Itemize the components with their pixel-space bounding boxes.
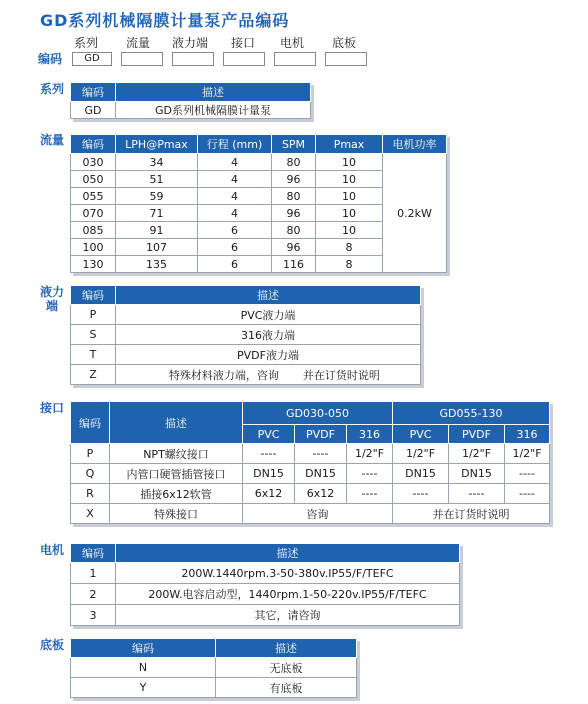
table-row xyxy=(71,678,357,698)
interface-code-cell: P xyxy=(71,444,110,464)
table-row xyxy=(71,444,550,464)
interface-subheader: PVDF xyxy=(449,425,505,444)
code-box-flow xyxy=(121,52,163,66)
flow-header-spm: SPM xyxy=(272,135,316,154)
hydraulic-code-cell: Z xyxy=(71,365,116,385)
flow-cell: 4 xyxy=(198,205,272,222)
interface-desc-cell: 内管口硬管插管接口 xyxy=(110,464,243,484)
flow-cell: 4 xyxy=(198,154,272,171)
flow-cell: 050 xyxy=(71,171,116,188)
interface-value-cell: DN15 xyxy=(243,464,295,484)
hydraulic-desc-cell: 316液力端 xyxy=(116,325,421,345)
flow-cell: 10 xyxy=(316,222,383,239)
flow-power-cell: 0.2kW xyxy=(383,154,447,273)
base-section-label: 底板 xyxy=(40,638,65,652)
interface-value-cell: ---- xyxy=(243,444,295,464)
hydraulic-note-cell: 并在订货时说明 xyxy=(289,365,421,385)
motor-desc-cell: 200W.1440rpm.3-50-380v.IP55/F/TEFC xyxy=(116,563,460,584)
code-field-flow-label: 流量 xyxy=(126,36,151,50)
flow-cell: 80 xyxy=(272,188,316,205)
flow-cell: 130 xyxy=(71,256,116,273)
motor-code-cell: 1 xyxy=(71,563,116,584)
interface-value-cell: 6x12 xyxy=(243,484,295,504)
hydraulic-section-label xyxy=(40,285,64,313)
code-box-interface xyxy=(223,52,265,66)
flow-cell: 116 xyxy=(272,256,316,273)
flow-cell: 4 xyxy=(198,171,272,188)
interface-value-cell: 1/2"F xyxy=(505,444,550,464)
interface-group-2: GD055-130 xyxy=(393,402,550,425)
interface-value-cell: ---- xyxy=(347,464,393,484)
code-field-hydraulic-label: 液力端 xyxy=(172,36,209,50)
base-table xyxy=(70,638,357,698)
hydraulic-label-line-1: 液力 xyxy=(40,285,65,299)
table-row xyxy=(71,563,460,584)
interface-subheader: 316 xyxy=(347,425,393,444)
flow-cell: 59 xyxy=(116,188,198,205)
flow-header-pmax: Pmax xyxy=(316,135,383,154)
hydraulic-desc-cell: PVDF液力端 xyxy=(116,345,421,365)
interface-value-cell: DN15 xyxy=(449,464,505,484)
interface-value-cell: ---- xyxy=(393,484,449,504)
interface-value-cell: 1/2"F xyxy=(449,444,505,464)
interface-desc-cell: 插接6x12软管 xyxy=(110,484,243,504)
interface-value-cell: ---- xyxy=(347,484,393,504)
interface-value-cell: 1/2"F xyxy=(393,444,449,464)
code-field-base-label: 底板 xyxy=(332,36,357,50)
table-row xyxy=(71,345,421,365)
motor-section-label: 电机 xyxy=(40,543,65,557)
flow-table xyxy=(70,134,447,273)
code-box-motor xyxy=(274,52,316,66)
flow-cell: 91 xyxy=(116,222,198,239)
flow-cell: 6 xyxy=(198,222,272,239)
code-line-label: 编码 xyxy=(38,52,63,66)
flow-header-lph: LPH@Pmax xyxy=(116,135,198,154)
series-table xyxy=(70,82,311,119)
interface-subheader: 316 xyxy=(505,425,550,444)
flow-cell: 055 xyxy=(71,188,116,205)
flow-cell: 80 xyxy=(272,154,316,171)
motor-desc-cell: 200W.电容启动型，1440rpm.1-50-220v.IP55/F/TEFC xyxy=(116,584,460,605)
flow-cell: 085 xyxy=(71,222,116,239)
interface-header-desc: 描述 xyxy=(110,402,243,444)
series-header-desc: 描述 xyxy=(116,83,311,102)
interface-code-cell: Q xyxy=(71,464,110,484)
flow-cell: 34 xyxy=(116,154,198,171)
flow-cell: 96 xyxy=(272,205,316,222)
interface-special-consult: 咨询 xyxy=(243,504,393,524)
hydraulic-desc-cell: 特殊材料液力端，咨询 xyxy=(116,365,289,385)
interface-subheader: PVC xyxy=(243,425,295,444)
hydraulic-header-code: 编码 xyxy=(71,286,116,305)
interface-value-cell: DN15 xyxy=(295,464,347,484)
hydraulic-desc-cell: PVC液力端 xyxy=(116,305,421,325)
flow-cell: 6 xyxy=(198,239,272,256)
flow-header-stroke: 行程 (mm) xyxy=(198,135,272,154)
base-code-cell: N xyxy=(71,658,216,678)
code-field-series-label: 系列 xyxy=(74,36,99,50)
flow-header-code: 编码 xyxy=(71,135,116,154)
flow-cell: 4 xyxy=(198,188,272,205)
interface-desc-cell: NPT螺纹接口 xyxy=(110,444,243,464)
flow-cell: 80 xyxy=(272,222,316,239)
motor-code-cell: 2 xyxy=(71,584,116,605)
flow-cell: 030 xyxy=(71,154,116,171)
interface-code-cell: X xyxy=(71,504,110,524)
flow-cell: 51 xyxy=(116,171,198,188)
table-row xyxy=(71,325,421,345)
hydraulic-code-cell: T xyxy=(71,345,116,365)
motor-header-desc: 描述 xyxy=(116,544,460,563)
table-row xyxy=(71,605,460,626)
flow-cell: 71 xyxy=(116,205,198,222)
interface-value-cell: DN15 xyxy=(393,464,449,484)
hydraulic-table xyxy=(70,285,421,385)
table-row xyxy=(71,658,357,678)
series-code-cell: GD xyxy=(71,102,116,119)
flow-cell: 070 xyxy=(71,205,116,222)
base-desc-cell: 有底板 xyxy=(216,678,357,698)
code-field-motor-label: 电机 xyxy=(280,36,305,50)
table-row xyxy=(71,305,421,325)
series-section-label: 系列 xyxy=(40,82,65,96)
code-field-interface-label: 接口 xyxy=(231,36,256,50)
interface-value-cell: ---- xyxy=(295,444,347,464)
flow-cell: 96 xyxy=(272,239,316,256)
interface-value-cell: ---- xyxy=(505,484,550,504)
interface-desc-cell: 特殊接口 xyxy=(110,504,243,524)
hydraulic-header-desc: 描述 xyxy=(116,286,421,305)
interface-subheader: PVDF xyxy=(295,425,347,444)
interface-subheader: PVC xyxy=(393,425,449,444)
motor-table xyxy=(70,543,460,626)
base-desc-cell: 无底板 xyxy=(216,658,357,678)
interface-group-1: GD030-050 xyxy=(243,402,393,425)
base-code-cell: Y xyxy=(71,678,216,698)
interface-header-code: 编码 xyxy=(71,402,110,444)
interface-value-cell: ---- xyxy=(505,464,550,484)
flow-cell: 10 xyxy=(316,205,383,222)
interface-table xyxy=(70,401,550,524)
table-row xyxy=(71,154,447,171)
table-row xyxy=(71,102,311,119)
hydraulic-code-cell: S xyxy=(71,325,116,345)
table-row xyxy=(71,365,421,385)
table-row xyxy=(71,504,550,524)
interface-value-cell: 1/2"F xyxy=(347,444,393,464)
hydraulic-code-cell: P xyxy=(71,305,116,325)
table-row xyxy=(71,584,460,605)
flow-cell: 10 xyxy=(316,154,383,171)
flow-cell: 135 xyxy=(116,256,198,273)
flow-cell: 96 xyxy=(272,171,316,188)
interface-value-cell: 6x12 xyxy=(295,484,347,504)
hydraulic-label-line-2: 端 xyxy=(46,299,59,313)
flow-cell: 10 xyxy=(316,188,383,205)
base-header-desc: 描述 xyxy=(216,639,357,658)
interface-section-label: 接口 xyxy=(40,401,65,415)
series-header-code: 编码 xyxy=(71,83,116,102)
table-row xyxy=(71,464,550,484)
motor-code-cell: 3 xyxy=(71,605,116,626)
table-row xyxy=(71,484,550,504)
interface-value-cell: ---- xyxy=(449,484,505,504)
flow-cell: 8 xyxy=(316,239,383,256)
flow-section-label: 流量 xyxy=(40,133,65,147)
code-box-hydraulic xyxy=(172,52,214,66)
flow-cell: 10 xyxy=(316,171,383,188)
series-desc-cell: GD系列机械隔膜计量泵 xyxy=(116,102,311,119)
interface-special-note: 并在订货时说明 xyxy=(393,504,550,524)
flow-header-power: 电机功率 xyxy=(383,135,447,154)
interface-code-cell: R xyxy=(71,484,110,504)
flow-cell: 8 xyxy=(316,256,383,273)
motor-desc-cell: 其它，请咨询 xyxy=(116,605,460,626)
code-box-series: GD xyxy=(72,52,112,66)
page-title: GD系列机械隔膜计量泵产品编码 xyxy=(40,11,290,30)
flow-cell: 100 xyxy=(71,239,116,256)
code-box-base xyxy=(325,52,367,66)
motor-header-code: 编码 xyxy=(71,544,116,563)
flow-cell: 6 xyxy=(198,256,272,273)
base-header-code: 编码 xyxy=(71,639,216,658)
flow-cell: 107 xyxy=(116,239,198,256)
